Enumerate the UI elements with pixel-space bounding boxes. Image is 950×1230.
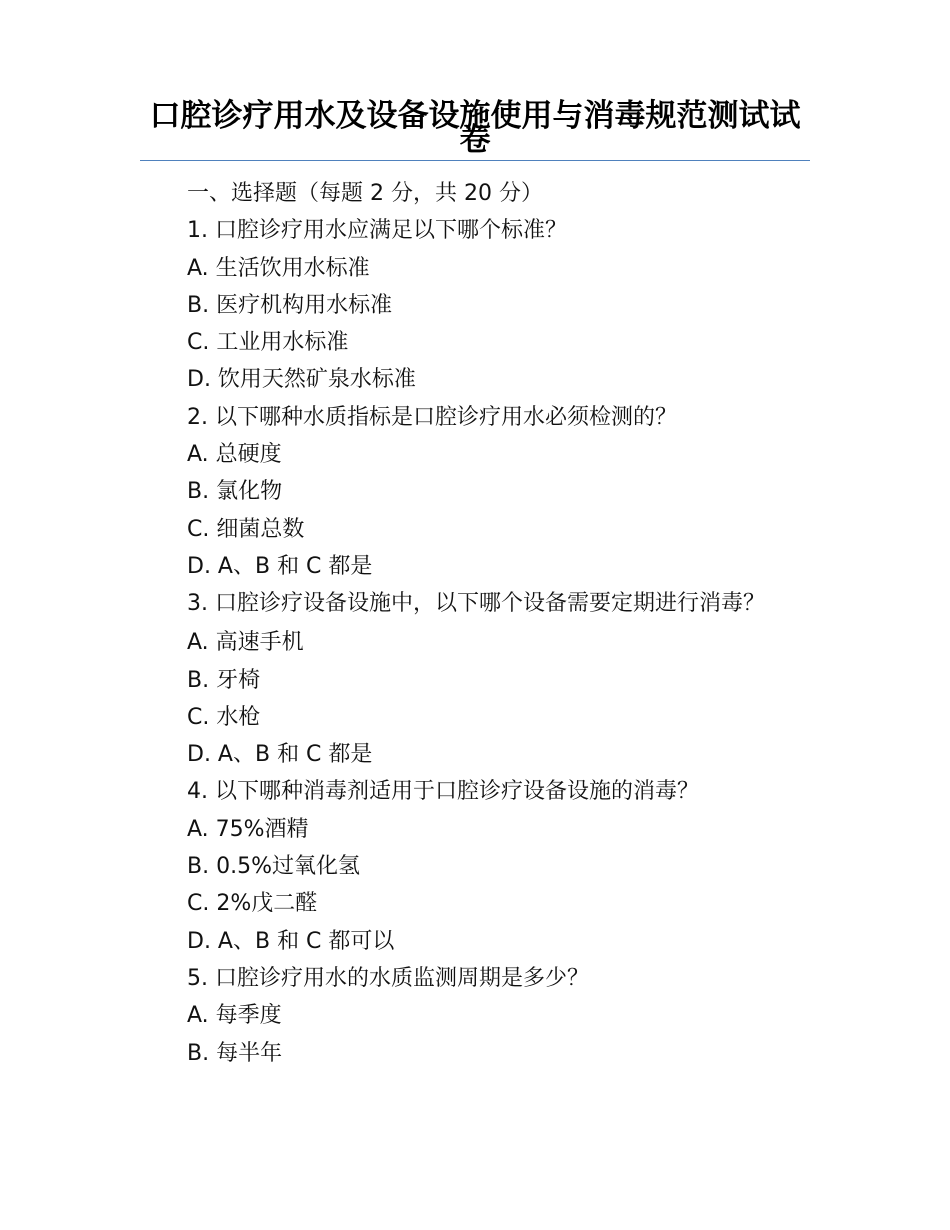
- answer-option: D. A、B 和 C 都是: [187, 742, 373, 768]
- answer-option: B. 氯化物: [187, 479, 283, 505]
- section-heading: 一、选择题（每题 2 分，共 20 分）: [187, 181, 543, 206]
- answer-option: C. 工业用水标准: [187, 330, 349, 356]
- document-title: 口腔诊疗用水及设备设施使用与消毒规范测试试卷: [149, 98, 801, 158]
- answer-option: A. 生活饮用水标准: [187, 255, 370, 281]
- answer-option: D. A、B 和 C 都是: [187, 553, 373, 579]
- answer-option: C. 2%戊二醛: [187, 891, 318, 917]
- title-divider: [140, 160, 810, 161]
- question-stem: 3. 口腔诊疗设备设施中，以下哪个设备需要定期进行消毒？: [187, 591, 765, 617]
- question-stem: 4. 以下哪种消毒剂适用于口腔诊疗设备设施的消毒？: [187, 779, 699, 805]
- answer-option: D. A、B 和 C 都可以: [187, 928, 395, 954]
- answer-option: B. 每半年: [187, 1040, 283, 1066]
- answer-option: A. 每季度: [187, 1003, 282, 1029]
- answer-option: B. 0.5%过氧化氢: [187, 854, 360, 880]
- question-stem: 5. 口腔诊疗用水的水质监测周期是多少？: [187, 965, 589, 991]
- question-stem: 2. 以下哪种水质指标是口腔诊疗用水必须检测的？: [187, 404, 677, 430]
- answer-option: A. 75%酒精: [187, 816, 309, 842]
- answer-option: D. 饮用天然矿泉水标准: [187, 367, 416, 393]
- answer-option: C. 水枪: [187, 704, 261, 730]
- answer-option: C. 细菌总数: [187, 516, 305, 542]
- answer-option: A. 总硬度: [187, 442, 282, 468]
- question-list: [140, 175, 800, 1072]
- answer-option: A. 高速手机: [187, 630, 304, 656]
- answer-option: B. 医疗机构用水标准: [187, 292, 393, 318]
- answer-option: B. 牙椅: [187, 667, 261, 693]
- question-stem: 1. 口腔诊疗用水应满足以下哪个标准？: [187, 218, 567, 244]
